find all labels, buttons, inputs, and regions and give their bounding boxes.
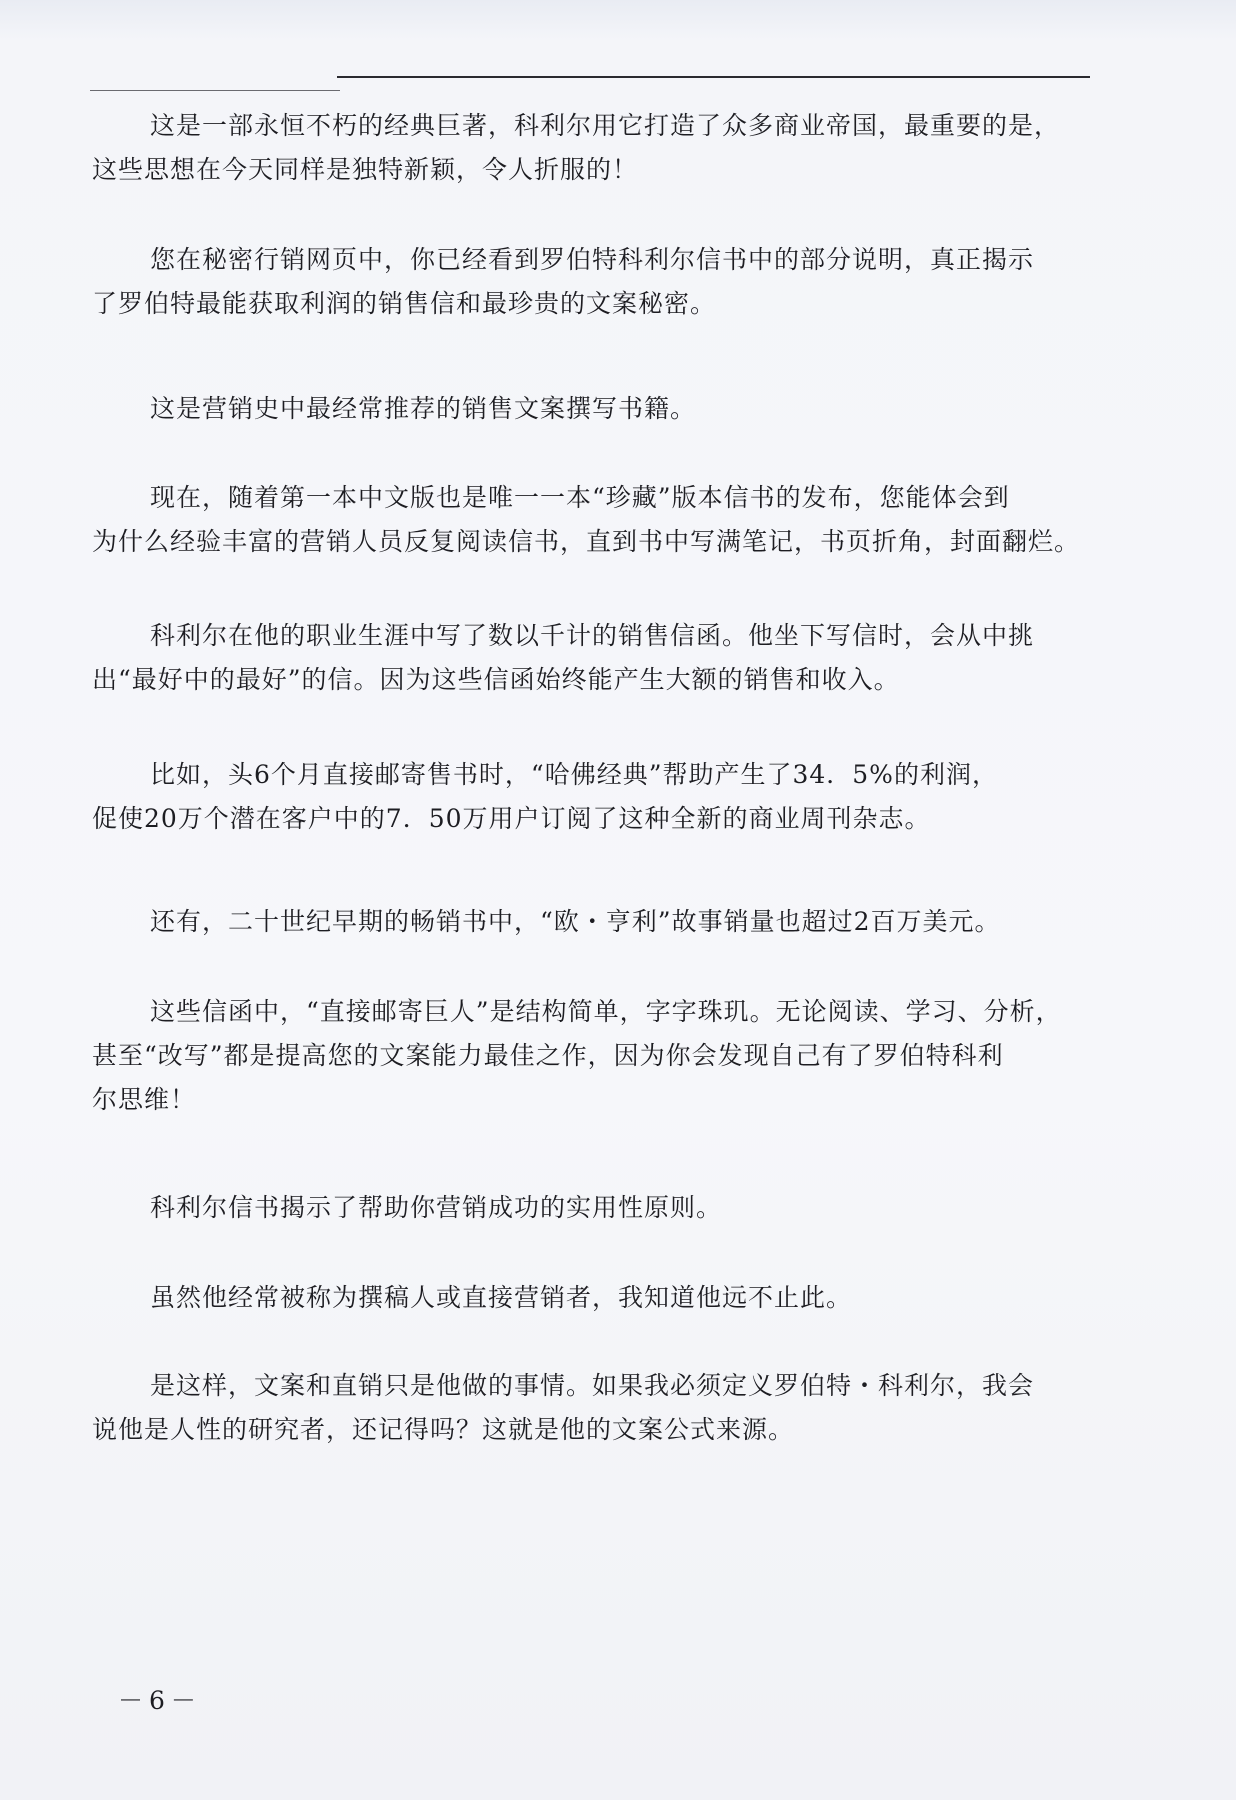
paragraph-line: 出“最好中的最好”的信。因为这些信函始终能产生大额的销售和收入。	[92, 665, 900, 694]
paragraph-5	[92, 614, 1112, 702]
page-number: －6－	[118, 1686, 202, 1715]
paragraph-line: 虽然他经常被称为撰稿人或直接营销者，我知道他远不止此。	[150, 1283, 853, 1312]
paragraph-3	[92, 387, 1112, 431]
paragraph-line: 科利尔在他的职业生涯中写了数以千计的销售信函。他坐下写信时，会从中挑	[150, 621, 1035, 650]
paragraph-line: 现在，随着第一本中文版也是唯一一本“珍藏”版本信书的发布，您能体会到	[150, 483, 1010, 512]
paragraph-2	[92, 238, 1112, 326]
paragraph-line: 尔思维！	[92, 1085, 197, 1114]
paragraph-6	[92, 753, 1112, 841]
paragraph-line: 这些思想在今天同样是独特新颖，令人折服的！	[92, 155, 639, 184]
paragraph-line: 说他是人性的研究者，还记得吗？这就是他的文案公式来源。	[92, 1415, 795, 1444]
paragraph-1	[92, 104, 1112, 192]
paragraph-4	[92, 476, 1112, 564]
paragraph-line: 甚至“改写”都是提高您的文案能力最佳之作，因为你会发现自己有了罗伯特科利	[92, 1041, 1004, 1070]
paragraph-10	[92, 1276, 1112, 1320]
paragraph-8	[92, 990, 1112, 1122]
paragraph-7	[92, 900, 1112, 944]
paragraph-line: 还有，二十世纪早期的畅销书中，“欧・亨利”故事销量也超过2百万美元。	[150, 907, 1001, 936]
header-rule-left	[90, 90, 340, 91]
paragraph-line: 这是营销史中最经常推荐的销售文案撰写书籍。	[150, 394, 697, 423]
paragraph-line: 促使20万个潜在客户中的7．50万用户订阅了这种全新的商业周刊杂志。	[92, 804, 931, 833]
paragraph-line: 了罗伯特最能获取利润的销售信和最珍贵的文案秘密。	[92, 289, 717, 318]
paragraph-line: 为什么经验丰富的营销人员反复阅读信书，直到书中写满笔记，书页折角，封面翻烂。	[92, 527, 1081, 556]
paragraph-line: 这些信函中，“直接邮寄巨人”是结构简单，字字珠玑。无论阅读、学习、分析，	[150, 997, 1062, 1026]
paragraph-line: 比如，头6个月直接邮寄售书时，“哈佛经典”帮助产生了34．5%的利润，	[150, 760, 998, 789]
paragraph-line: 是这样，文案和直销只是他做的事情。如果我必须定义罗伯特・科利尔，我会	[150, 1371, 1035, 1400]
paragraph-line: 您在秘密行销网页中，你已经看到罗伯特科利尔信书中的部分说明，真正揭示	[150, 245, 1035, 274]
paragraph-11	[92, 1364, 1112, 1452]
header-rule	[337, 76, 1090, 78]
paragraph-9	[92, 1186, 1112, 1230]
paragraph-line: 科利尔信书揭示了帮助你营销成功的实用性原则。	[150, 1193, 723, 1222]
paragraph-line: 这是一部永恒不朽的经典巨著，科利尔用它打造了众多商业帝国，最重要的是，	[150, 111, 1061, 140]
